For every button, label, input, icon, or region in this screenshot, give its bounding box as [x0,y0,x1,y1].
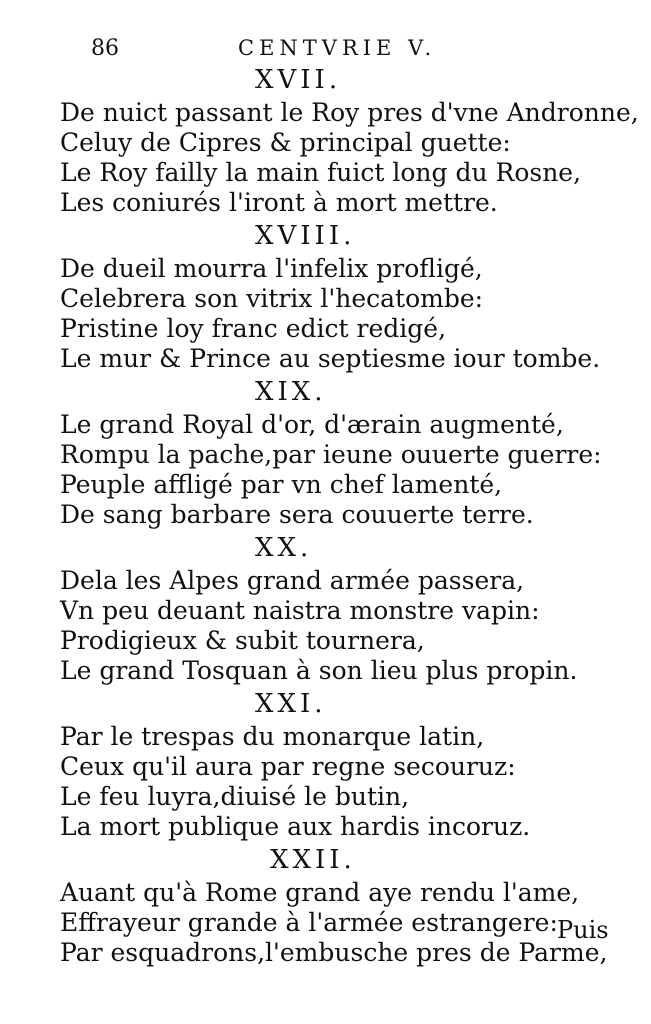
quatrain-numeral: XIX. [255,377,327,407]
verse-line: Ceux qu'il aura par regne secouruz: [60,752,516,781]
verse-line: Par le trespas du monarque latin, [60,722,485,751]
quatrain-list [60,62,639,968]
quatrain-body [60,98,639,218]
quatrain-numeral: XVIII. [255,221,356,251]
verse-line: De sang barbare sera couuerte terre. [60,500,534,529]
verse-line: Prodigieux & subit tournera, [60,626,425,655]
quatrain-numeral: XVII. [255,65,342,95]
verse-line: La mort publique aux hardis incoruz. [60,812,531,841]
verse-line: Dela les Alpes grand armée passera, [60,566,525,595]
verse-line: Rompu la pache,par ieune ouuerte guerre: [60,440,602,469]
verse-line: Les coniurés l'iront à mort mettre. [60,188,498,217]
quatrain-body [60,410,620,530]
quatrain [60,686,620,722]
verse-line: De dueil mourra l'infelix profligé, [60,254,483,283]
quatrain-numeral: XXI. [255,689,327,719]
verse-line: Peuple affligé par vn chef lamenté, [60,470,503,499]
quatrain-numeral: XX. [255,533,313,563]
verse-line: De nuict passant le Roy pres d'vne Andronne, [60,98,639,127]
quatrain-body [60,254,620,374]
quatrain [60,374,620,410]
verse-line: Par esquadrons,l'embusche pres de Parme, [60,938,608,967]
verse-line: Le feu luyra,diuisé le butin, [60,782,410,811]
quatrain [60,530,620,566]
verse-line: Effrayeur grande à l'armée estrangere: [60,908,558,937]
running-head: CENTVRIE V. [238,36,437,60]
verse-line: Le grand Tosquan à son lieu plus propin. [60,656,578,685]
quatrain-body [60,722,620,842]
quatrain [60,62,620,98]
quatrain [60,842,620,878]
quatrain [60,218,620,254]
verse-line: Le mur & Prince au septiesme iour tombe. [60,344,601,373]
verse-line: Pristine loy franc edict redigé, [60,314,447,343]
verse-line: Le grand Royal d'or, d'ærain augmenté, [60,410,564,439]
verse-line: Auant qu'à Rome grand aye rendu l'ame, [60,878,580,907]
page-number: 86 [91,36,119,61]
quatrain-body [60,878,620,968]
verse-line: Celebrera son vitrix l'hecatombe: [60,284,484,313]
verse-line: Le Roy failly la main fuict long du Rosne, [60,158,582,187]
verse-line: Vn peu deuant naistra monstre vapin: [60,596,540,625]
quatrain-body [60,566,620,686]
catchword: Puis [557,916,609,944]
verse-line: Celuy de Cipres & principal guette: [60,128,511,157]
quatrain-numeral: XXII. [270,845,356,875]
